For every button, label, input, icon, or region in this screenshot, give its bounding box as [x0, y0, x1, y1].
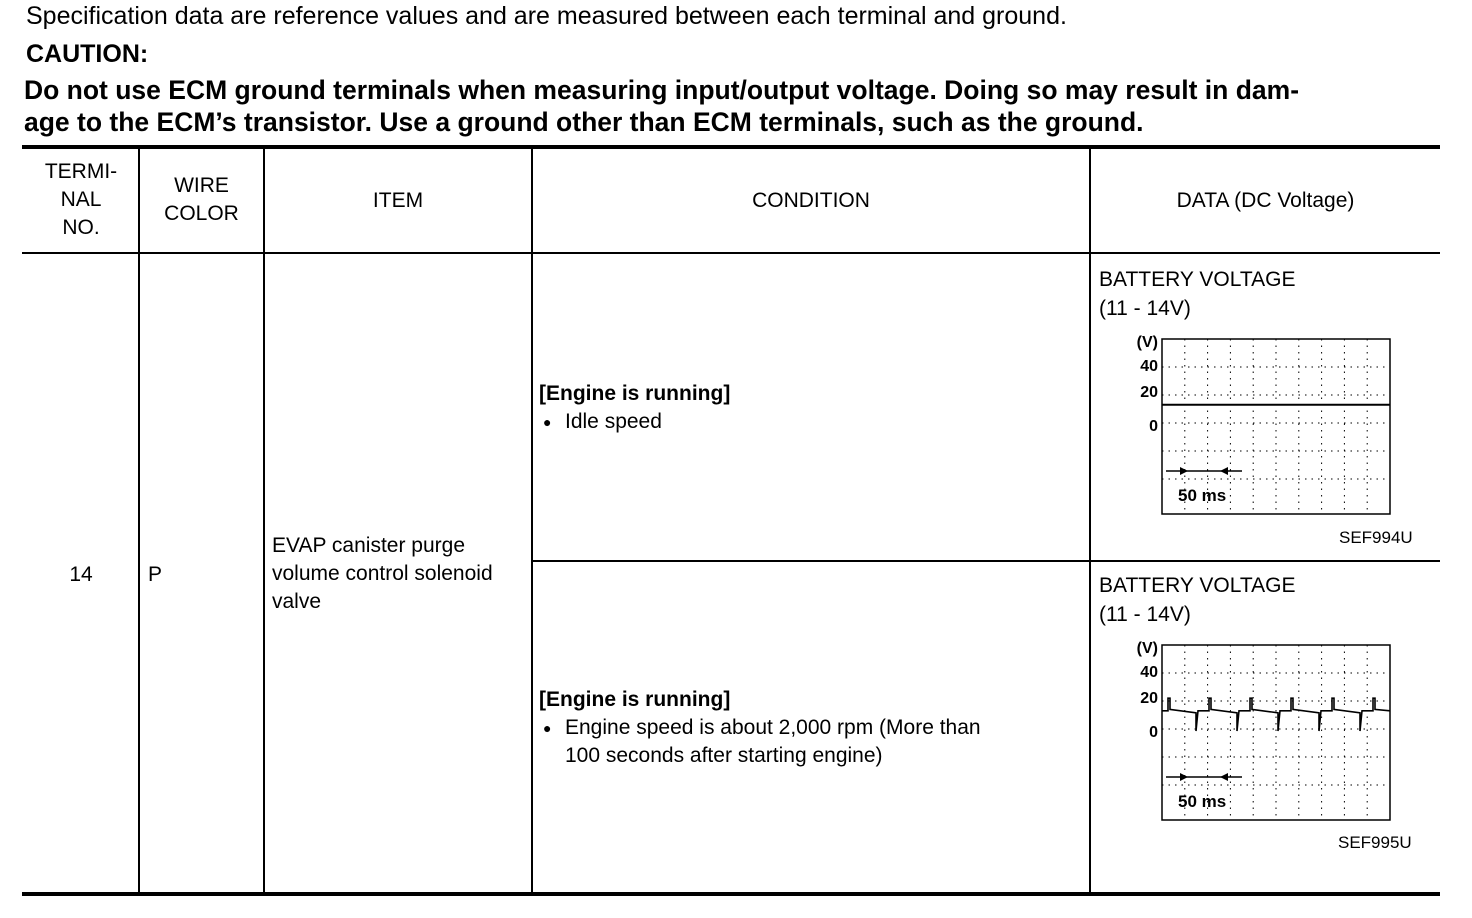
bullet-icon: ● [543, 720, 552, 736]
condition-2-text: Engine speed is about 2,000 rpm (More than 100 seconds after starting engine) [565, 716, 981, 767]
condition-1-bullet-item [539, 408, 1084, 436]
caution-text [24, 74, 1444, 138]
caution-heading: CAUTION: [26, 40, 149, 68]
arrow-left-icon [1220, 773, 1228, 781]
row-divider [531, 560, 1440, 562]
y-tick-label: 40 [1140, 664, 1158, 682]
bullet-icon: ● [543, 414, 552, 430]
wire-color: P [148, 563, 163, 586]
caution-line-1: Do not use ECM ground terminals when measuring input/output voltage. Doing so may result in dam- [24, 75, 1300, 105]
time-scale-label: 50 ms [1178, 486, 1227, 505]
figure-id-1: SEF994U [1339, 528, 1413, 547]
condition-1-text: Idle speed [565, 410, 662, 433]
y-tick-label: 0 [1149, 724, 1158, 742]
oscilloscope-waveform-2 [1120, 636, 1400, 826]
y-unit-label: (V) [1136, 334, 1158, 352]
y-tick-label: 0 [1149, 418, 1158, 436]
y-tick-label: 20 [1140, 384, 1158, 402]
figure-id-2: SEF995U [1338, 833, 1412, 852]
y-tick-label: 20 [1140, 690, 1158, 708]
header-terminal-no: TERMI- NAL NO. [44, 160, 118, 239]
condition-1-heading: [Engine is running] [539, 382, 731, 405]
y-unit-label: (V) [1136, 640, 1158, 658]
header-condition: CONDITION [752, 189, 870, 212]
arrow-left-icon [1220, 467, 1228, 475]
col-divider-2 [263, 149, 265, 892]
condition-2-bullet-item [539, 714, 1084, 770]
terminal-number: 14 [69, 563, 93, 586]
condition-2 [539, 686, 1084, 770]
y-tick-label: 40 [1140, 358, 1158, 376]
data-1-text: BATTERY VOLTAGE (11 - 14V) [1099, 268, 1296, 320]
oscilloscope-waveform-1 [1120, 330, 1400, 520]
col-divider-4 [1089, 149, 1091, 892]
arrow-right-icon [1180, 773, 1188, 781]
data-2-text: BATTERY VOLTAGE (11 - 14V) [1099, 574, 1296, 626]
condition-1 [539, 380, 1084, 436]
waveform-trace [1162, 698, 1390, 731]
header-data: DATA (DC Voltage) [1176, 189, 1355, 212]
table-top-rule [22, 145, 1440, 149]
table-bottom-rule [22, 892, 1440, 896]
condition-2-heading: [Engine is running] [539, 688, 731, 711]
intro-text: Specification data are reference values and are measured between each terminal and ground. [26, 2, 1067, 30]
header-wire-color: WIRE COLOR [164, 174, 239, 225]
arrow-right-icon [1180, 467, 1188, 475]
caution-line-2: age to the ECM’s transistor. Use a ground other than ECM terminals, such as the ground. [24, 107, 1144, 137]
col-divider-3 [531, 149, 533, 892]
col-divider-1 [138, 149, 140, 892]
time-scale-label: 50 ms [1178, 792, 1227, 811]
header-item: ITEM [372, 189, 424, 212]
header-rule [22, 252, 1440, 254]
item-description: EVAP canister purge volume control solenoid valve [272, 534, 493, 613]
